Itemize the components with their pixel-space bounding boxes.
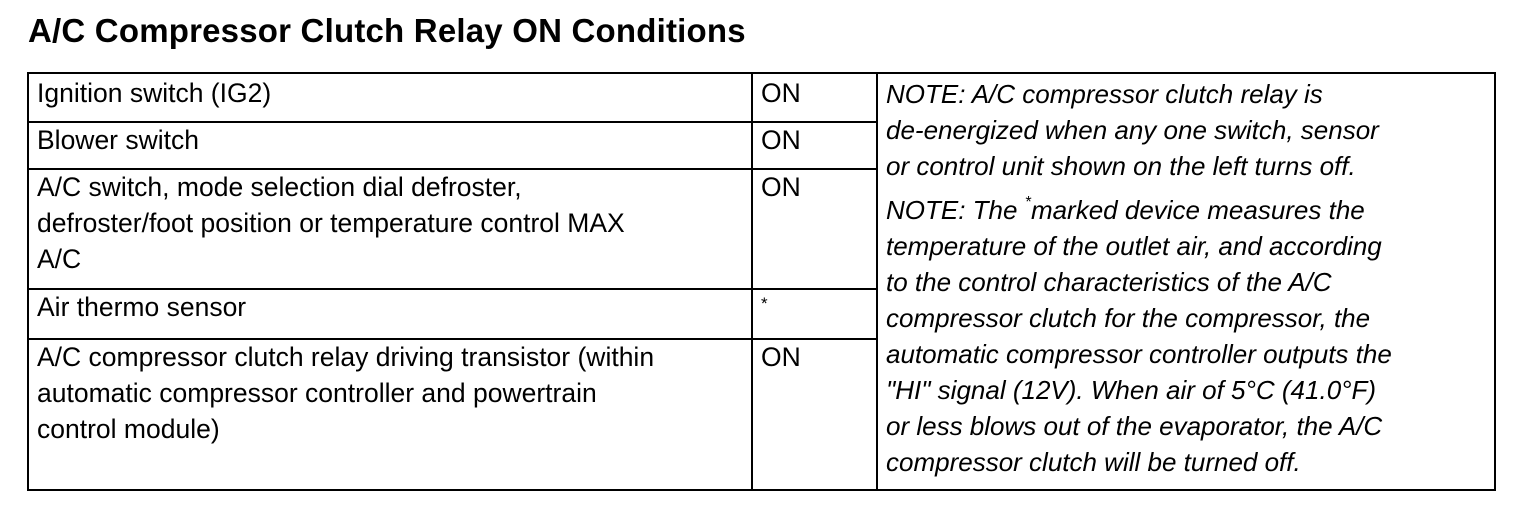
note-2-first-text: marked device measures the [1030,195,1365,225]
state-blower-switch: ON [761,125,801,155]
note-1-line: or control unit shown on the left turns off. [886,151,1356,181]
note-1-line: de-energized when any one switch, sensor [886,115,1379,145]
state-ac-switch: ON [761,172,801,202]
state-air-thermo-sensor: * [761,294,768,313]
condition-ac-switch-line-1: A/C switch, mode selection dial defroster, [37,172,522,202]
column-divider-state-notes [876,74,878,489]
note-2-line: temperature of the outlet air, and according [886,231,1382,261]
note-2-line: compressor clutch for the compressor, the [886,303,1371,333]
note-2-first-line [886,192,1490,228]
asterisk-marker: * [1024,194,1031,211]
note-2-line: or less blows out of the evaporator, the A/C [886,411,1383,441]
note-2-line: "HI" signal (12V). When air of 5°C (41.0°F) [886,375,1377,405]
note-2-line: automatic compressor controller outputs the [886,339,1392,369]
note-2-line: to the control characteristics of the A/C [886,267,1332,297]
condition-ignition-switch: Ignition switch (IG2) [37,78,272,108]
condition-blower-switch: Blower switch [37,125,199,155]
column-divider-condition-state [751,74,753,489]
condition-relay-transistor-line-2: automatic compressor controller and powertrain [37,378,597,408]
condition-air-thermo-sensor: Air thermo sensor [37,292,247,322]
state-relay-transistor: ON [761,342,801,372]
conditions-table [27,72,1496,491]
condition-ac-switch-line-2: defroster/foot position or temperature control MAX [37,208,625,238]
condition-ac-switch-line-3: A/C [37,244,82,274]
state-ignition-switch: ON [761,78,801,108]
notes-cell [886,76,1490,480]
condition-relay-transistor-line-3: control module) [37,414,220,444]
note-1-line: NOTE: A/C compressor clutch relay is [886,79,1323,109]
note-2-prefix: NOTE: The [886,195,1025,225]
page-title: A/C Compressor Clutch Relay ON Conditions [28,12,746,49]
condition-relay-transistor-line-1: A/C compressor clutch relay driving transistor (within [37,342,655,372]
note-2-line: compressor clutch will be turned off. [886,447,1301,477]
